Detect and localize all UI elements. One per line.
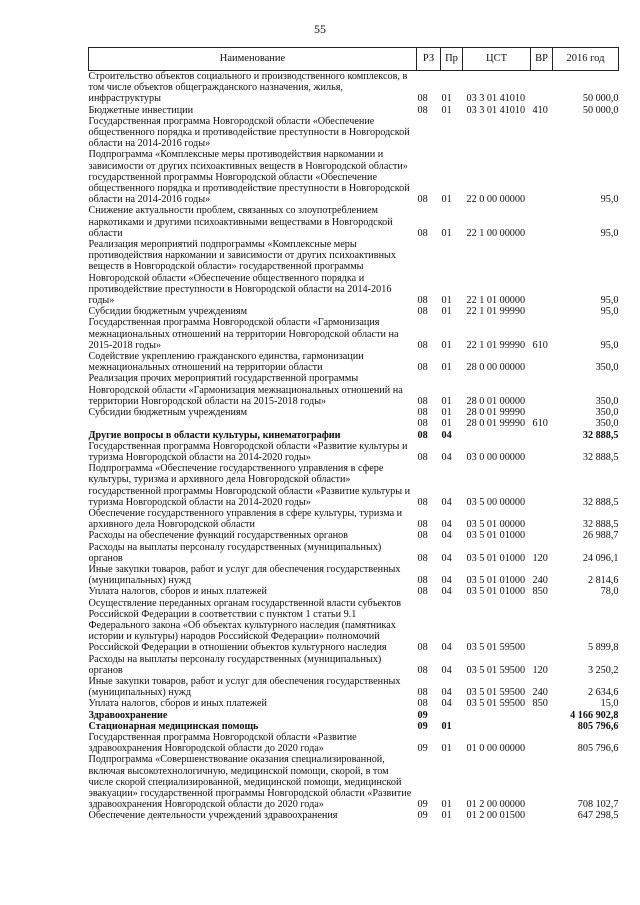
row-rz: 08: [417, 194, 428, 206]
row-vr: 410: [532, 104, 548, 116]
row-rz: 08: [417, 429, 428, 441]
row-value: 3 250,2: [587, 664, 619, 676]
header-pr: Пр: [441, 48, 463, 71]
row-pr: 01: [441, 418, 452, 430]
row-pr: 01: [441, 407, 452, 419]
table-row: [89, 508, 619, 530]
row-cst: 28 0 00 00000: [466, 362, 526, 374]
row-cst: 03 5 01 01000: [466, 586, 526, 598]
row-pr: 01: [441, 227, 452, 239]
row-value: 95,0: [600, 194, 619, 206]
row-rz: 08: [417, 496, 428, 508]
row-rz: 08: [417, 227, 428, 239]
row-value: 350,0: [595, 395, 619, 407]
row-cst: 01 2 00 00000: [466, 799, 526, 811]
row-rz: 08: [417, 519, 428, 531]
row-cst: 28 0 01 99990: [466, 407, 526, 419]
row-vr: 850: [532, 586, 548, 598]
row-pr: [441, 710, 463, 721]
row-rz: 08: [417, 306, 428, 318]
row-rz: 09: [417, 743, 428, 755]
table-row: [89, 530, 619, 541]
row-vr: 610: [532, 339, 548, 351]
table-row: [89, 441, 619, 463]
row-name: Расходы на выплаты персоналу государственных (муниципальных) органов: [88, 653, 382, 676]
row-pr: 04: [441, 496, 452, 508]
row-name: [89, 418, 417, 429]
row-pr: 04: [441, 687, 452, 699]
table-row: [89, 754, 619, 810]
header-name: Наименование: [89, 48, 417, 71]
row-name: Уплата налогов, сборов и иных платежей: [88, 586, 267, 598]
header-year: 2016 год: [553, 48, 619, 71]
row-cst: 22 1 01 00000: [466, 295, 526, 307]
row-vr: [531, 508, 553, 530]
row-name: Уплата налогов, сборов и иных платежей: [88, 698, 267, 710]
row-name: Строительство объектов социального и производственного комплексов, в том числе объектов общегражданского назначения, жилья, инфраструктуры: [88, 71, 408, 105]
row-value: 708 102,7: [577, 799, 619, 811]
table-row: [89, 586, 619, 597]
row-value: 2 634,6: [587, 687, 619, 699]
row-vr: 120: [532, 664, 548, 676]
row-vr: [531, 306, 553, 317]
row-name: Государственная программа Новгородской области «Развитие культуры и туризма Новгородской области на 2014-2020 годы»: [88, 440, 408, 463]
row-cst: 01 0 00 00000: [466, 743, 526, 755]
row-name: Государственная программа Новгородской области «Гармонизация межнациональных отношений на территории Новгородской области на 2015-2018 годы»: [88, 317, 399, 351]
row-pr: 01: [441, 799, 452, 811]
row-value: 32 888,5: [582, 429, 619, 441]
row-name: Иные закупки товаров, работ и услуг для обеспечения государственных (муниципальных) нужд: [88, 563, 401, 587]
table-row: [89, 564, 619, 586]
row-rz: 09: [417, 799, 428, 811]
row-value: 32 888,5: [582, 496, 619, 508]
row-value: [553, 116, 619, 150]
row-name: Подпрограмма «Обеспечение государственного управления в сфере культуры, туризма и архивного дела Новгородской области» государственной программы Новгородской области «Развитие культуры и туризма Новгородской области на 2014-2020 годы»: [88, 463, 411, 508]
row-cst: 03 3 01 41010: [466, 104, 526, 116]
row-pr: 01: [441, 339, 452, 351]
table-row: [89, 71, 619, 105]
row-rz: 08: [417, 362, 428, 374]
row-pr: 04: [441, 451, 452, 463]
row-pr: 01: [441, 306, 452, 318]
row-name: Реализация прочих мероприятий государственной программы Новгородской области «Гармонизация межнациональных отношений на территории Новгородской области на 2015-2018 годы»: [88, 373, 403, 407]
header-rz: РЗ: [417, 48, 441, 71]
row-pr: 04: [441, 575, 452, 587]
row-value: 32 888,5: [582, 451, 619, 463]
row-value: 32 888,5: [582, 519, 619, 531]
row-name: Подпрограмма «Комплексные меры противодействия наркомании и зависимости от других психоактивных веществ в Новгородской области» государственной программы Новгородской области «Обеспечение общественного порядка и противодействие преступности в Новгородской области на 2014-2016 годы»: [88, 149, 410, 206]
row-pr: [441, 116, 463, 150]
row-pr: 04: [441, 552, 452, 564]
row-cst: [463, 721, 531, 732]
table-row: [89, 732, 619, 754]
row-cst: [463, 116, 531, 150]
row-value: 95,0: [600, 295, 619, 307]
table-row: [89, 149, 619, 205]
row-rz: 09: [417, 709, 428, 721]
row-rz: 08: [417, 575, 428, 587]
row-cst: 03 5 01 59500: [466, 687, 526, 699]
row-rz: 08: [417, 395, 428, 407]
row-vr: 240: [532, 575, 548, 587]
budget-table: [88, 47, 619, 822]
row-value: 350,0: [595, 362, 619, 374]
row-name: Обеспечение государственного управления в сфере культуры, туризма и архивного дела Новгородской области: [88, 507, 403, 531]
row-cst: 03 5 01 01000: [466, 530, 526, 542]
row-vr: [531, 721, 553, 732]
table-row: [89, 317, 619, 351]
row-cst: 03 5 01 59500: [466, 642, 526, 654]
row-value: 15,0: [600, 698, 619, 710]
header-cst: ЦСТ: [463, 48, 531, 71]
row-vr: [531, 598, 553, 654]
header-vr: ВР: [531, 48, 553, 71]
table-row: [89, 239, 619, 306]
row-name: Осуществление переданных органам государственной власти субъектов Российской Федерации в соответствии с пунктом 1 статьи 9.1 Федерального закона «Об объектах культурного наследия (памятниках истории и культуры) народов Российской Федерации» полномочий Российской Федерации в отношении объектов культурного наследия: [88, 597, 402, 654]
table-row: [89, 710, 619, 721]
row-pr: 01: [441, 395, 452, 407]
table-row: [89, 351, 619, 373]
row-cst: 22 1 01 99990: [466, 339, 526, 351]
table-row: [89, 407, 619, 418]
row-pr: 01: [441, 362, 452, 374]
row-value: 95,0: [600, 339, 619, 351]
table-row: [89, 463, 619, 508]
row-rz: 08: [417, 407, 428, 419]
row-vr: [531, 441, 553, 463]
table-header-row: [89, 48, 619, 71]
row-value: 78,0: [600, 586, 619, 598]
row-name: Субсидии бюджетным учреждениям: [88, 407, 248, 419]
row-rz: 09: [417, 720, 428, 732]
table-row: [89, 676, 619, 698]
row-name: Здравоохранение: [88, 709, 168, 721]
row-cst: 03 5 01 01000: [466, 575, 526, 587]
row-pr: 04: [441, 664, 452, 676]
row-name: Обеспечение деятельности учреждений здравоохранения: [88, 810, 338, 822]
row-value: 5 899,8: [587, 642, 619, 654]
row-vr: [531, 407, 553, 418]
row-rz: 08: [417, 586, 428, 598]
row-name: Субсидии бюджетным учреждениям: [88, 306, 248, 318]
row-value: 95,0: [600, 306, 619, 318]
row-value: 50 000,0: [582, 104, 619, 116]
row-value: 4 166 902,8: [570, 709, 619, 721]
row-value: 350,0: [595, 418, 619, 430]
row-name: Подпрограмма «Совершенствование оказания специализированной, включая высокотехнологичную, медицинской помощи, скорой, в том числе скорой специализированной, медицинской помощи, медицинской эвакуации» государственной программы Новгородской области «Развитие здравоохранения Новгородской области до 2020 года»: [88, 754, 412, 811]
row-cst: 22 1 00 00000: [466, 227, 526, 239]
row-value: 350,0: [595, 407, 619, 419]
row-vr: [531, 116, 553, 150]
row-rz: 08: [417, 104, 428, 116]
table-row: [89, 598, 619, 654]
row-name: Содействие укреплению гражданского единства, гармонизации межнациональных отношений на территории области: [88, 351, 364, 374]
row-value: 647 298,5: [577, 810, 619, 822]
table-row: [89, 430, 619, 441]
row-cst: 03 5 01 59500: [466, 664, 526, 676]
row-rz: 08: [417, 687, 428, 699]
row-cst: 28 0 01 99990: [466, 418, 526, 430]
row-value: 805 796,6: [577, 743, 619, 755]
row-cst: 03 5 00 00000: [466, 496, 526, 508]
row-cst: [463, 710, 531, 721]
row-pr: 01: [441, 104, 452, 116]
row-name: Реализация мероприятий подпрограммы «Комплексные меры противодействия наркомании и зависимости от других психоактивных веществ в Новгородской области» государственной программы Новгородской области «Обеспечение общественного порядка и противодействие преступности в Новгородской области на 2014-2016 годы»: [88, 239, 396, 307]
row-vr: [531, 205, 553, 239]
row-vr: [531, 239, 553, 306]
row-name: Другие вопросы в области культуры, кинематографии: [88, 429, 341, 441]
row-vr: 610: [532, 418, 548, 430]
row-rz: 08: [417, 530, 428, 542]
page-number: 55: [314, 22, 326, 36]
row-rz: 08: [417, 642, 428, 654]
table-row: [89, 418, 619, 429]
row-pr: 01: [441, 743, 452, 755]
table-row: [89, 654, 619, 676]
row-value: 24 096,1: [582, 552, 619, 564]
row-pr: 04: [441, 429, 452, 441]
row-pr: 01: [441, 93, 452, 105]
row-cst: 03 5 01 01000: [466, 552, 526, 564]
row-name: Расходы на обеспечение функций государственных органов: [88, 530, 348, 542]
row-name: Бюджетные инвестиции: [88, 104, 194, 116]
row-vr: [531, 530, 553, 541]
row-name: Стационарная медицинская помощь: [88, 720, 259, 732]
table-row: [89, 698, 619, 709]
row-vr: [531, 373, 553, 407]
table-row: [89, 306, 619, 317]
row-pr: 01: [441, 194, 452, 206]
row-rz: 08: [417, 93, 428, 105]
row-value: 26 988,7: [582, 530, 619, 542]
row-rz: 08: [417, 339, 428, 351]
row-pr: 01: [441, 810, 452, 822]
row-vr: 120: [532, 552, 548, 564]
row-rz: 08: [417, 295, 428, 307]
row-pr: 01: [441, 720, 452, 732]
row-rz: [417, 116, 441, 150]
row-vr: [531, 149, 553, 205]
row-rz: 09: [417, 810, 428, 822]
row-cst: 03 5 01 00000: [466, 519, 526, 531]
row-pr: 01: [441, 295, 452, 307]
row-rz: 08: [417, 418, 428, 430]
table-row: [89, 810, 619, 821]
row-vr: [531, 754, 553, 810]
row-vr: [531, 810, 553, 821]
table-row: [89, 205, 619, 239]
row-value: 50 000,0: [582, 93, 619, 105]
row-name: Государственная программа Новгородской области «Обеспечение общественного порядка и противодействие преступности в Новгородской области на 2014-2016 годы»: [88, 115, 410, 150]
row-name: Государственная программа Новгородской области «Развитие здравоохранения Новгородской области до 2020 года»: [88, 731, 357, 755]
row-cst: 22 0 00 00000: [466, 194, 526, 206]
table-row: [89, 105, 619, 116]
row-vr: [531, 71, 553, 105]
row-value: 805 796,6: [577, 720, 619, 732]
row-vr: [531, 351, 553, 373]
row-value: 2 814,6: [587, 575, 619, 587]
row-cst: 01 2 00 01500: [466, 810, 526, 822]
row-vr: [531, 463, 553, 508]
row-cst: 28 0 01 00000: [466, 395, 526, 407]
row-rz: 08: [417, 552, 428, 564]
table-row: [89, 721, 619, 732]
row-rz: 08: [417, 664, 428, 676]
row-pr: 04: [441, 586, 452, 598]
row-cst: 03 3 01 41010: [466, 93, 526, 105]
table-row: [89, 116, 619, 150]
row-vr: [531, 710, 553, 721]
row-cst: [463, 430, 531, 441]
row-name: Снижение актуальности проблем, связанных со злоупотреблением наркотиками и другими психоактивными веществами в Новгородской области: [88, 205, 393, 239]
row-pr: 04: [441, 519, 452, 531]
row-pr: 04: [441, 698, 452, 710]
row-rz: 08: [417, 698, 428, 710]
row-name: Расходы на выплаты персоналу государственных (муниципальных) органов: [88, 541, 382, 564]
row-vr: [531, 732, 553, 754]
table-row: [89, 373, 619, 407]
row-vr: 240: [532, 687, 548, 699]
row-pr: 04: [441, 530, 452, 542]
table-row: [89, 542, 619, 564]
row-rz: 08: [417, 451, 428, 463]
row-value: 95,0: [600, 227, 619, 239]
row-cst: 22 1 01 99990: [466, 306, 526, 318]
row-name: Иные закупки товаров, работ и услуг для обеспечения государственных (муниципальных) нужд: [88, 675, 401, 699]
row-vr: [531, 430, 553, 441]
row-cst: 03 0 00 00000: [466, 451, 526, 463]
row-cst: 03 5 01 59500: [466, 698, 526, 710]
row-vr: 850: [532, 698, 548, 710]
row-pr: 04: [441, 642, 452, 654]
